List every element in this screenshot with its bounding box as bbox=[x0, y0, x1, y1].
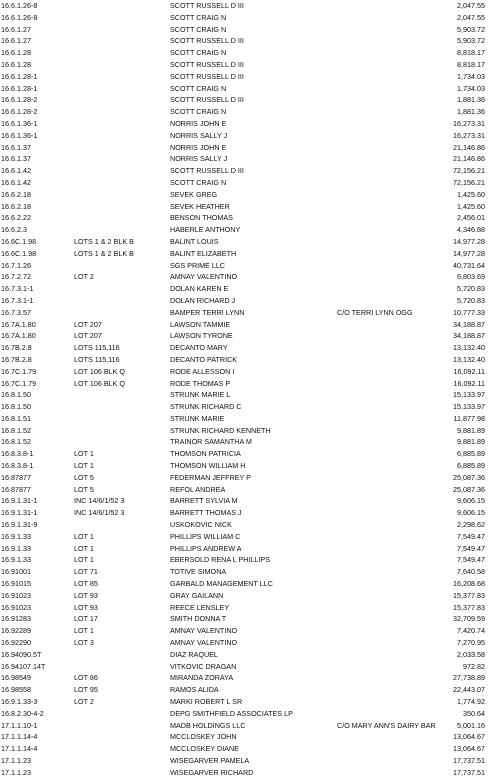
owner-name-cell: THOMSON PATRICIA bbox=[170, 449, 241, 459]
amount-cell: 34,188.87 bbox=[453, 331, 485, 341]
amount-cell: 34,188.87 bbox=[453, 319, 485, 329]
table-row bbox=[0, 212, 488, 224]
parcel-number-cell: 16.91023 bbox=[1, 590, 31, 600]
amount-cell: 17,737.51 bbox=[453, 756, 485, 765]
amount-cell: 72,156.21 bbox=[453, 166, 485, 176]
lot-description-cell: LOT 86 bbox=[74, 673, 98, 683]
table-row bbox=[0, 35, 488, 47]
owner-name-cell: SCOTT CRAIG N bbox=[170, 177, 227, 187]
parcel-number-cell: 16.7C.1.79 bbox=[1, 366, 37, 376]
amount-cell: 25,087.36 bbox=[453, 472, 485, 482]
amount-cell: 8,818.17 bbox=[457, 48, 485, 58]
table-row bbox=[0, 24, 488, 36]
lot-description-cell: LOT 71 bbox=[74, 567, 98, 577]
parcel-number-cell: 16.9.1.31-1 bbox=[1, 496, 38, 506]
amount-cell: 25,087.36 bbox=[453, 484, 485, 494]
amount-cell: 9,606.15 bbox=[457, 508, 485, 518]
parcel-number-cell: 16.9.1.33 bbox=[1, 531, 31, 541]
table-row bbox=[0, 83, 488, 95]
parcel-number-cell: 16.6.1.26-8 bbox=[1, 1, 38, 10]
table-row bbox=[0, 401, 488, 413]
owner-name-cell: AMNAY VALENTINO bbox=[170, 638, 238, 648]
owner-name-cell: GRAY GAILANN bbox=[170, 590, 224, 600]
lot-description-cell: LOTS 1 & 2 BLK B bbox=[74, 236, 134, 246]
owner-name-cell: LAWSON TAMMIE bbox=[170, 319, 231, 329]
owner-name-cell: DOLAN RICHARD J bbox=[170, 295, 236, 305]
amount-cell: 8,818.17 bbox=[457, 59, 485, 69]
amount-cell: 7,549.47 bbox=[457, 555, 485, 565]
parcel-number-cell: 16.6.2.18 bbox=[1, 201, 31, 211]
parcel-number-cell: 16.9.1.33 bbox=[1, 543, 31, 553]
parcel-number-cell: 16.7.2.72 bbox=[1, 272, 31, 282]
table-row bbox=[0, 755, 488, 767]
parcel-number-cell: 16.92290 bbox=[1, 638, 31, 648]
parcel-number-cell: 16.8.1.50 bbox=[1, 402, 31, 412]
parcel-number-cell: 16.6.1.36-1 bbox=[1, 130, 38, 140]
lot-description-cell: LOT 93 bbox=[74, 602, 98, 612]
owner-name-cell: STRUNK MARIE bbox=[170, 413, 225, 423]
owner-name-cell: SCOTT CRAIG N bbox=[170, 24, 227, 34]
amount-cell: 5,720.83 bbox=[457, 295, 485, 305]
parcel-number-cell: 16.87877 bbox=[1, 484, 31, 494]
parcel-number-cell: 16.6.1.37 bbox=[1, 154, 31, 164]
parcel-number-cell: 16.7A.1.80 bbox=[1, 331, 36, 341]
amount-cell: 5,720.83 bbox=[457, 284, 485, 294]
parcel-number-cell: 16.6.1.26-8 bbox=[1, 12, 38, 22]
amount-cell: 9,606.15 bbox=[457, 496, 485, 506]
lot-description-cell: LOT 93 bbox=[74, 590, 98, 600]
owner-name-cell: NORRIS JOHN E bbox=[170, 142, 227, 152]
amount-cell: 7,549.47 bbox=[457, 543, 485, 553]
amount-cell: 972.82 bbox=[463, 661, 485, 671]
owner-name-cell: DOLAN KAREN E bbox=[170, 284, 229, 294]
parcel-number-cell: 16.8.3.8-1 bbox=[1, 449, 34, 459]
lot-description-cell: LOT 85 bbox=[74, 579, 98, 589]
table-row bbox=[0, 566, 488, 578]
amount-cell: 16,273.31 bbox=[453, 118, 485, 128]
amount-cell: 1,425.60 bbox=[457, 189, 485, 199]
lot-description-cell: LOT 106 BLK Q bbox=[74, 378, 126, 388]
amount-cell: 7,640.58 bbox=[457, 567, 485, 577]
owner-name-cell: MIRANDA ZORAYA bbox=[170, 673, 234, 683]
lot-description-cell: INC 14/6/1/52 3 bbox=[74, 508, 125, 518]
table-row bbox=[0, 767, 488, 779]
owner-name-cell: PHILLIPS WILLIAM C bbox=[170, 531, 241, 541]
table-row bbox=[0, 236, 488, 248]
table-row bbox=[0, 12, 488, 24]
lot-description-cell: LOT 1 bbox=[74, 543, 94, 553]
owner-name-cell: SCOTT CRAIG N bbox=[170, 107, 227, 117]
table-row bbox=[0, 59, 488, 71]
table-row bbox=[0, 0, 488, 12]
table-row bbox=[0, 743, 488, 755]
table-row bbox=[0, 578, 488, 590]
table-row bbox=[0, 295, 488, 307]
owner-name-cell: SCOTT RUSSELL D III bbox=[170, 95, 244, 105]
amount-cell: 2,033.58 bbox=[457, 649, 485, 659]
amount-cell: 9,881.89 bbox=[457, 425, 485, 435]
lot-description-cell: LOT 17 bbox=[74, 614, 98, 624]
table-row bbox=[0, 507, 488, 519]
amount-cell: 16,092.11 bbox=[453, 366, 485, 376]
parcel-number-cell: 16.9.1.33 bbox=[1, 555, 31, 565]
parcel-number-cell: 16.98558 bbox=[1, 685, 31, 695]
amount-cell: 1,734.03 bbox=[457, 83, 485, 93]
amount-cell: 16,092.11 bbox=[453, 378, 485, 388]
owner-name-cell: SCOTT CRAIG N bbox=[170, 48, 227, 58]
lot-description-cell: INC 14/6/1/52 3 bbox=[74, 496, 125, 506]
amount-cell: 40,731.64 bbox=[453, 260, 485, 270]
table-row bbox=[0, 118, 488, 130]
owner-name-cell: BARRETT THOMAS J bbox=[170, 508, 242, 518]
amount-cell: 15,377.83 bbox=[453, 602, 485, 612]
table-row bbox=[0, 484, 488, 496]
lot-description-cell: LOTS 115,116 bbox=[74, 354, 120, 364]
table-row bbox=[0, 177, 488, 189]
table-row bbox=[0, 708, 488, 720]
amount-cell: 16,208.68 bbox=[453, 579, 485, 589]
parcel-number-cell: 17.1.1.10-1 bbox=[1, 720, 38, 730]
care-of-cell: C/O MARY ANN'S DAIRY BAR bbox=[337, 720, 436, 730]
owner-name-cell: RAMOS ALIDA bbox=[170, 685, 219, 695]
amount-cell: 6,885.89 bbox=[457, 449, 485, 459]
table-row bbox=[0, 342, 488, 354]
parcel-number-cell: 16.6.1.28 bbox=[1, 59, 31, 69]
table-row bbox=[0, 142, 488, 154]
table-row bbox=[0, 389, 488, 401]
parcel-number-cell: 16.9.1.31-1 bbox=[1, 508, 38, 518]
amount-cell: 4,346.88 bbox=[457, 225, 485, 235]
owner-name-cell: SCOTT RUSSELL D III bbox=[170, 71, 244, 81]
owner-name-cell: USKOKOVIC NICK bbox=[170, 520, 232, 530]
amount-cell: 15,133.97 bbox=[453, 390, 485, 400]
table-row bbox=[0, 271, 488, 283]
parcel-number-cell: 16.6.1.28-2 bbox=[1, 95, 38, 105]
lot-description-cell: LOT 5 bbox=[74, 472, 94, 482]
parcel-number-cell: 16.6.1.42 bbox=[1, 177, 31, 187]
parcel-number-cell: 16.7.1.26 bbox=[1, 260, 31, 270]
amount-cell: 21,146.86 bbox=[453, 142, 485, 152]
table-row bbox=[0, 731, 488, 743]
lot-description-cell: LOT 207 bbox=[74, 319, 102, 329]
owner-name-cell: PHILLIPS ANDREW A bbox=[170, 543, 242, 553]
parcel-number-cell: 16.94107.14T bbox=[1, 661, 46, 671]
lot-description-cell: LOT 207 bbox=[74, 331, 102, 341]
table-row bbox=[0, 554, 488, 566]
owner-name-cell: BALINT LOUIS bbox=[170, 236, 219, 246]
table-row bbox=[0, 71, 488, 83]
owner-name-cell: SEVEK GREG bbox=[170, 189, 218, 199]
table-row bbox=[0, 625, 488, 637]
owner-name-cell: REECE LENSLEY bbox=[170, 602, 230, 612]
owner-name-cell: REFOL ANDREA bbox=[170, 484, 226, 494]
amount-cell: 350.64 bbox=[463, 708, 485, 718]
lot-description-cell: LOT 95 bbox=[74, 685, 98, 695]
amount-cell: 13,064.67 bbox=[453, 744, 485, 754]
amount-cell: 1,881.36 bbox=[457, 107, 485, 117]
owner-name-cell: SGS PRIME LLC bbox=[170, 260, 226, 270]
owner-name-cell: HABERLE ANTHONY bbox=[170, 225, 241, 235]
amount-cell: 14,977.28 bbox=[453, 236, 485, 246]
table-row bbox=[0, 460, 488, 472]
parcel-number-cell: 17.1.1.23 bbox=[1, 767, 31, 777]
table-row bbox=[0, 696, 488, 708]
parcel-number-cell: 16.9.1.33-3 bbox=[1, 697, 38, 707]
table-row bbox=[0, 260, 488, 272]
parcel-number-cell: 16.6.2.18 bbox=[1, 189, 31, 199]
owner-name-cell: RODE ALLESSON I bbox=[170, 366, 235, 376]
parcel-number-cell: 17.1.1.14-4 bbox=[1, 744, 38, 754]
table-row bbox=[0, 248, 488, 260]
owner-name-cell: MADB HOLDINGS LLC bbox=[170, 720, 246, 730]
owner-name-cell: NORRIS JOHN E bbox=[170, 118, 227, 128]
table-row bbox=[0, 590, 488, 602]
owner-name-cell: VITKOVIC DRAGAN bbox=[170, 661, 237, 671]
amount-cell: 22,443.07 bbox=[453, 685, 485, 695]
amount-cell: 15,377.83 bbox=[453, 590, 485, 600]
owner-name-cell: LAWSON TYRONE bbox=[170, 331, 233, 341]
amount-cell: 10,777.33 bbox=[453, 307, 485, 317]
amount-cell: 2,456.01 bbox=[457, 213, 485, 223]
owner-name-cell: MARKI ROBERT L SR bbox=[170, 697, 243, 707]
owner-name-cell: DIAZ RAQUEL bbox=[170, 649, 218, 659]
parcel-number-cell: 16.91001 bbox=[1, 567, 31, 577]
amount-cell: 13,132.40 bbox=[453, 343, 485, 353]
lot-description-cell: LOT 106 BLK Q bbox=[74, 366, 126, 376]
owner-name-cell: WISEGARVER RICHARD bbox=[170, 767, 254, 777]
amount-cell: 5,001.16 bbox=[457, 720, 485, 730]
owner-name-cell: SCOTT RUSSELL D III bbox=[170, 59, 244, 69]
owner-name-cell: SCOTT RUSSELL D III bbox=[170, 1, 244, 10]
table-row bbox=[0, 436, 488, 448]
amount-cell: 6,803.69 bbox=[457, 272, 485, 282]
parcel-number-cell: 16.8.3.8-1 bbox=[1, 461, 34, 471]
amount-cell: 1,774.92 bbox=[457, 697, 485, 707]
amount-cell: 16,273.31 bbox=[453, 130, 485, 140]
table-row bbox=[0, 165, 488, 177]
owner-name-cell: SCOTT RUSSELL D III bbox=[170, 166, 244, 176]
parcel-number-cell: 16.91015 bbox=[1, 579, 31, 589]
table-row bbox=[0, 637, 488, 649]
parcel-number-cell: 16.91283 bbox=[1, 614, 31, 624]
owner-name-cell: SEVEK HEATHER bbox=[170, 201, 230, 211]
parcel-number-cell: 16.6.1.28-1 bbox=[1, 83, 38, 93]
table-row bbox=[0, 684, 488, 696]
parcel-number-cell: 16.6.1.28-1 bbox=[1, 71, 38, 81]
table-row bbox=[0, 354, 488, 366]
parcel-number-cell: 16.8.1.52 bbox=[1, 425, 31, 435]
table-row bbox=[0, 307, 488, 319]
parcel-number-cell: 16.8.1.51 bbox=[1, 413, 31, 423]
amount-cell: 21,146.86 bbox=[453, 154, 485, 164]
lot-description-cell: LOT 1 bbox=[74, 555, 94, 565]
amount-cell: 5,903.72 bbox=[457, 24, 485, 34]
care-of-cell: C/O TERRI LYNN OGG bbox=[337, 307, 413, 317]
parcel-number-cell: 16.7B.2.8 bbox=[1, 354, 32, 364]
table-row bbox=[0, 425, 488, 437]
parcel-number-cell: 16.6.1.28 bbox=[1, 48, 31, 58]
owner-name-cell: MCCLOSKEY DIANE bbox=[170, 744, 239, 754]
amount-cell: 7,270.95 bbox=[457, 638, 485, 648]
amount-cell: 6,885.89 bbox=[457, 461, 485, 471]
parcel-number-cell: 16.6.1.27 bbox=[1, 36, 31, 46]
lot-description-cell: LOT 5 bbox=[74, 484, 94, 494]
parcel-number-cell: 16.87877 bbox=[1, 472, 31, 482]
owner-name-cell: RODE THOMAS P bbox=[170, 378, 231, 388]
table-row bbox=[0, 602, 488, 614]
table-row bbox=[0, 413, 488, 425]
amount-cell: 7,549.47 bbox=[457, 531, 485, 541]
parcel-number-cell: 16.8.1.52 bbox=[1, 437, 31, 447]
table-row bbox=[0, 153, 488, 165]
owner-name-cell: SCOTT RUSSELL D III bbox=[170, 36, 244, 46]
amount-cell: 1,425.60 bbox=[457, 201, 485, 211]
parcel-number-cell: 16.7B.2.8 bbox=[1, 343, 32, 353]
table-row bbox=[0, 47, 488, 59]
owner-name-cell: AMNAY VALENTINO bbox=[170, 272, 238, 282]
table-row bbox=[0, 448, 488, 460]
owner-name-cell: BALINT ELIZABETH bbox=[170, 248, 237, 258]
owner-name-cell: SMITH DONNA T bbox=[170, 614, 227, 624]
owner-name-cell: STRUNK RICHARD C bbox=[170, 402, 242, 412]
lot-description-cell: LOT 1 bbox=[74, 626, 94, 636]
amount-cell: 1,734.03 bbox=[457, 71, 485, 81]
owner-name-cell: DECANTO PATRICK bbox=[170, 354, 238, 364]
table-row bbox=[0, 672, 488, 684]
table-row bbox=[0, 94, 488, 106]
owner-name-cell: BARRETT SYLVIA M bbox=[170, 496, 238, 506]
parcel-number-cell: 16.6C.1.98 bbox=[1, 236, 37, 246]
parcel-number-cell: 16.91023 bbox=[1, 602, 31, 612]
parcel-number-cell: 17.1.1.23 bbox=[1, 756, 31, 765]
table-row bbox=[0, 330, 488, 342]
owner-name-cell: EBERSOLD RENA L PHILLIPS bbox=[170, 555, 270, 565]
table-row bbox=[0, 224, 488, 236]
table-row bbox=[0, 472, 488, 484]
amount-cell: 17,737.51 bbox=[453, 767, 485, 777]
table-row bbox=[0, 613, 488, 625]
lot-description-cell: LOT 1 bbox=[74, 449, 94, 459]
owner-name-cell: TRAINOR SAMANTHA M bbox=[170, 437, 252, 447]
owner-name-cell: NORRIS SALLY J bbox=[170, 154, 228, 164]
parcel-number-cell: 16.6C.1.98 bbox=[1, 248, 37, 258]
parcel-number-cell: 16.7.3.1-1 bbox=[1, 295, 34, 305]
owner-name-cell: DECANTO MARY bbox=[170, 343, 228, 353]
owner-name-cell: BAMPER TERRI LYNN bbox=[170, 307, 245, 317]
table-row bbox=[0, 649, 488, 661]
table-row bbox=[0, 201, 488, 213]
amount-cell: 1,881.36 bbox=[457, 95, 485, 105]
lot-description-cell: LOT 2 bbox=[74, 272, 94, 282]
parcel-number-cell: 16.6.2.22 bbox=[1, 213, 31, 223]
amount-cell: 14,977.28 bbox=[453, 248, 485, 258]
parcel-number-cell: 16.7.3.1-1 bbox=[1, 284, 34, 294]
lot-description-cell: LOT 1 bbox=[74, 461, 94, 471]
lot-description-cell: LOT 1 bbox=[74, 531, 94, 541]
owner-name-cell: AMNAY VALENTINO bbox=[170, 626, 238, 636]
parcel-number-cell: 16.9.1.31-9 bbox=[1, 520, 38, 530]
lot-description-cell: LOT 2 bbox=[74, 697, 94, 707]
lot-description-cell: LOT 3 bbox=[74, 638, 94, 648]
owner-name-cell: MCCLOSKEY JOHN bbox=[170, 732, 237, 742]
parcel-number-cell: 16.7C.1.79 bbox=[1, 378, 37, 388]
amount-cell: 27,738.89 bbox=[453, 673, 485, 683]
table-row bbox=[0, 519, 488, 531]
table-row bbox=[0, 720, 488, 732]
owner-name-cell: STRUNK MARIE L bbox=[170, 390, 231, 400]
amount-cell: 13,132.40 bbox=[453, 354, 485, 364]
amount-cell: 32,709.59 bbox=[453, 614, 485, 624]
parcel-number-cell: 16.6.1.36-1 bbox=[1, 118, 38, 128]
owner-name-cell: SCOTT CRAIG N bbox=[170, 83, 227, 93]
table-row bbox=[0, 319, 488, 331]
table-row bbox=[0, 283, 488, 295]
parcel-number-cell: 16.8.1.50 bbox=[1, 390, 31, 400]
owner-name-cell: STRUNK RICHARD KENNETH bbox=[170, 425, 271, 435]
amount-cell: 7,420.74 bbox=[457, 626, 485, 636]
parcel-number-cell: 16.6.1.27 bbox=[1, 24, 31, 34]
lot-description-cell: LOTS 1 & 2 BLK B bbox=[74, 248, 134, 258]
owner-name-cell: GARBALD MANAGEMENT LLC bbox=[170, 579, 273, 589]
owner-name-cell: TOTIVE SIMONA bbox=[170, 567, 227, 577]
lot-description-cell: LOTS 115,116 bbox=[74, 343, 120, 353]
parcel-number-cell: 16.7A.1.80 bbox=[1, 319, 36, 329]
owner-name-cell: WISEGARVER PAMELA bbox=[170, 756, 250, 765]
amount-cell: 11,877.98 bbox=[453, 413, 485, 423]
parcel-number-cell: 16.6.2.3 bbox=[1, 225, 27, 235]
amount-cell: 2,047.55 bbox=[457, 12, 485, 22]
parcel-number-cell: 16.6.1.37 bbox=[1, 142, 31, 152]
table-row bbox=[0, 366, 488, 378]
parcel-number-cell: 16.8.2.30-4-2 bbox=[1, 708, 44, 718]
amount-cell: 72,156.21 bbox=[453, 177, 485, 187]
parcel-number-cell: 17.1.1.14-4 bbox=[1, 732, 38, 742]
owner-name-cell: FEDERMAN JEFFREY P bbox=[170, 472, 251, 482]
amount-cell: 2,298.62 bbox=[457, 520, 485, 530]
owner-name-cell: SCOTT CRAIG N bbox=[170, 12, 227, 22]
parcel-number-cell: 16.94090.5T bbox=[1, 649, 42, 659]
table-row bbox=[0, 495, 488, 507]
parcel-number-cell: 16.98549 bbox=[1, 673, 31, 683]
amount-cell: 13,064.67 bbox=[453, 732, 485, 742]
parcel-number-cell: 16.92289 bbox=[1, 626, 31, 636]
amount-cell: 15,133.97 bbox=[453, 402, 485, 412]
owner-name-cell: NORRIS SALLY J bbox=[170, 130, 228, 140]
owner-name-cell: THOMSON WILLIAM H bbox=[170, 461, 246, 471]
table-row bbox=[0, 543, 488, 555]
parcel-number-cell: 16.6.1.28-2 bbox=[1, 107, 38, 117]
amount-cell: 9,881.89 bbox=[457, 437, 485, 447]
amount-cell: 5,903.72 bbox=[457, 36, 485, 46]
parcel-number-cell: 16.6.1.42 bbox=[1, 166, 31, 176]
owner-name-cell: DEPG SMITHFIELD ASSOCIATES LP bbox=[170, 708, 293, 718]
table-row bbox=[0, 378, 488, 390]
table-row bbox=[0, 106, 488, 118]
parcel-number-cell: 16.7.3.57 bbox=[1, 307, 31, 317]
table-row bbox=[0, 130, 488, 142]
table-row bbox=[0, 189, 488, 201]
amount-cell: 2,047.55 bbox=[457, 1, 485, 10]
table-row bbox=[0, 531, 488, 543]
owner-name-cell: BENSON THOMAS bbox=[170, 213, 233, 223]
